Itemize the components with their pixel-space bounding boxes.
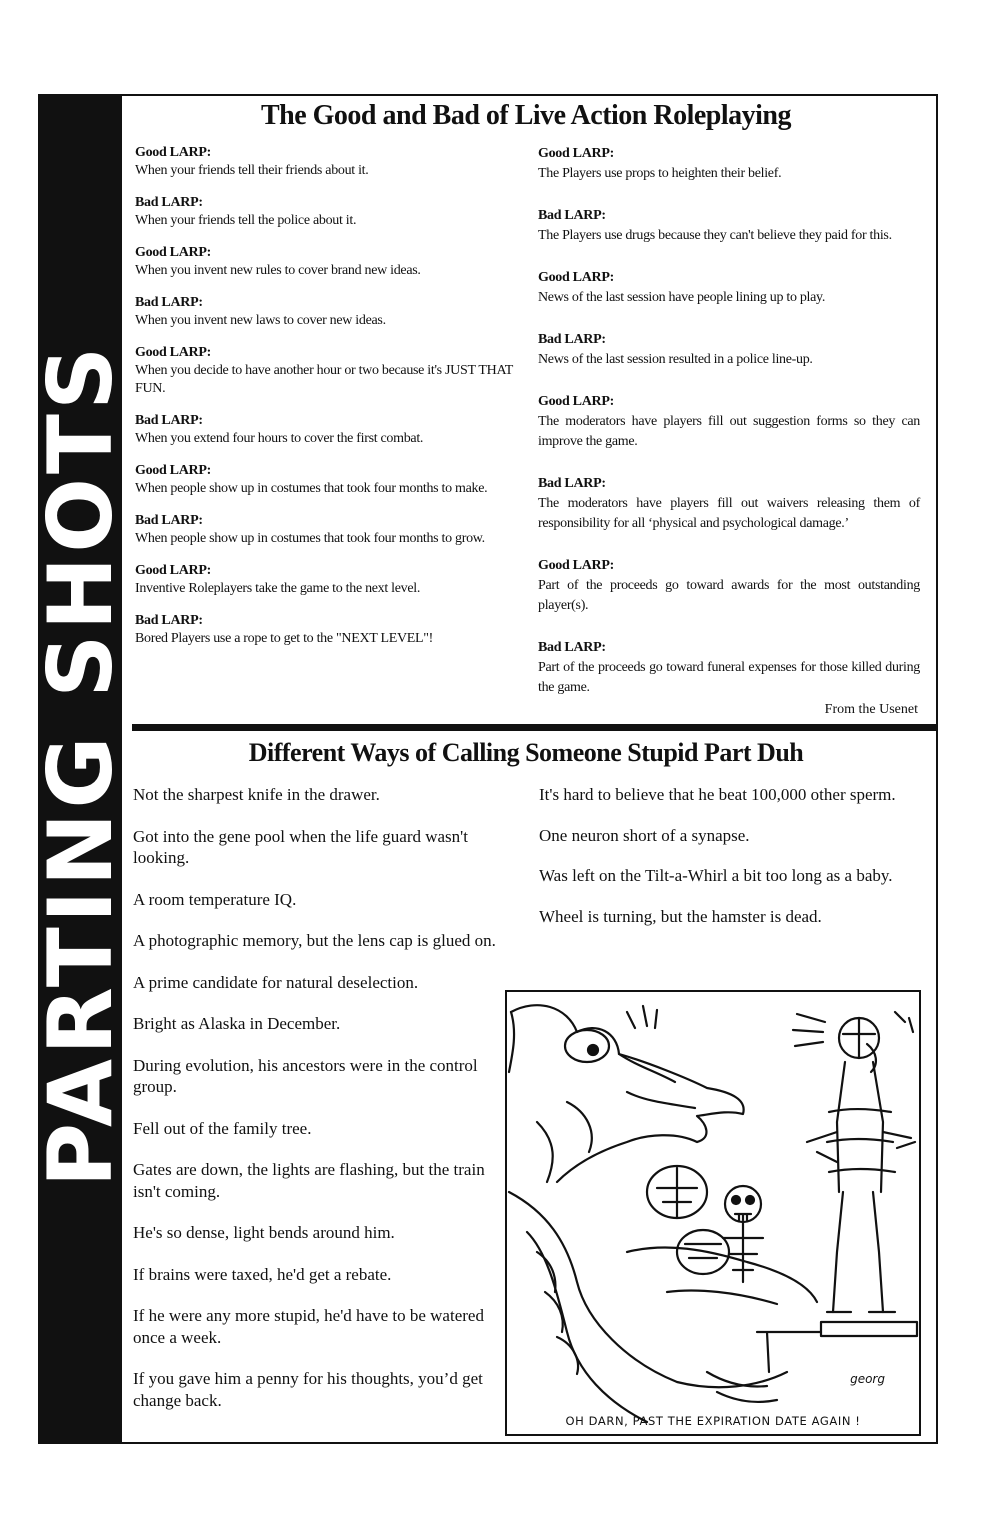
- larp-entry: [135, 512, 525, 548]
- larp-entry-text: When your friends tell the police about it.: [135, 213, 357, 228]
- larp-entry-label: Good LARP:: [538, 270, 614, 285]
- larp-entry-label: Bad LARP:: [135, 195, 203, 210]
- stupid-left-column: [133, 784, 498, 1431]
- cartoon-panel: [505, 990, 921, 1436]
- insult-item: Was left on the Tilt-a-Whirl a bit too long as a baby.: [539, 866, 893, 885]
- larp-entry-label: Good LARP:: [538, 558, 614, 573]
- larp-entry: [135, 412, 525, 448]
- larp-entry-text: Inventive Roleplayers take the game to the next level.: [135, 581, 421, 596]
- cartoon-signature: georg: [850, 1372, 885, 1386]
- insult-item: One neuron short of a synapse.: [539, 825, 750, 845]
- larp-entry: [135, 194, 525, 230]
- larp-entry: [538, 556, 920, 616]
- insult-item: A prime candidate for natural deselection.: [133, 972, 419, 992]
- cartoon-illustration: [507, 992, 919, 1434]
- larp-entry: [135, 562, 525, 598]
- larp-entry-label: Bad LARP:: [538, 332, 606, 347]
- larp-entry: [135, 344, 525, 398]
- insult-item: A photographic memory, but the lens cap is glued on.: [133, 931, 496, 950]
- larp-entry: [538, 268, 920, 308]
- larp-entry-text: Part of the proceeds go toward funeral expenses for those killed during the game.: [538, 660, 920, 695]
- insult-item: During evolution, his ancestors were in the control group.: [133, 1055, 478, 1096]
- larp-entry-text: The Players use drugs because they can't believe they paid for this.: [538, 228, 892, 243]
- larp-entry-label: Bad LARP:: [135, 413, 203, 428]
- larp-entry-text: When you invent new laws to cover new ideas.: [135, 313, 386, 328]
- larp-entry-label: Good LARP:: [135, 563, 211, 578]
- larp-entry-label: Good LARP:: [135, 463, 211, 478]
- larp-entry: [538, 392, 920, 452]
- insult-item: Bright as Alaska in December.: [133, 1014, 341, 1033]
- larp-entry-text: Part of the proceeds go toward awards for the most outstanding player(s).: [538, 578, 920, 613]
- larp-right-column: [538, 144, 920, 720]
- sidebar-title: PARTING SHOTS: [29, 342, 132, 1188]
- larp-entry: [135, 144, 525, 180]
- insult-item: Fell out of the family tree.: [133, 1118, 312, 1138]
- larp-entry-label: Bad LARP:: [538, 640, 606, 655]
- larp-entry: [538, 330, 920, 370]
- larp-entry: [538, 144, 920, 184]
- larp-entry-label: Good LARP:: [538, 394, 614, 409]
- larp-entry-text: News of the last session have people lining up to play.: [538, 290, 826, 305]
- larp-left-column: [135, 144, 525, 662]
- insult-item: If you gave him a penny for his thoughts, you’d get change back.: [133, 1369, 483, 1410]
- larp-entry-text: When your friends tell their friends about it.: [135, 163, 369, 178]
- insult-item: If he were any more stupid, he'd have to be watered once a week.: [133, 1306, 484, 1347]
- larp-entry-text: Bored Players use a rope to get to the "NEXT LEVEL"!: [135, 631, 434, 646]
- larp-entry: [135, 612, 525, 648]
- source-credit: From the Usenet: [824, 702, 918, 717]
- insult-item: Got into the gene pool when the life guard wasn't looking.: [133, 826, 468, 867]
- larp-entry-label: Good LARP:: [135, 145, 211, 160]
- larp-entry-text: When people show up in costumes that took four months to grow.: [135, 531, 485, 546]
- insult-item: A room temperature IQ.: [133, 889, 297, 909]
- insult-item: He's so dense, light bends around him.: [133, 1223, 395, 1242]
- larp-entry: [538, 206, 920, 246]
- larp-entry-label: Good LARP:: [135, 245, 211, 260]
- larp-entry-label: Good LARP:: [135, 345, 211, 360]
- larp-entry-text: When you invent new rules to cover brand new ideas.: [135, 263, 421, 278]
- stupid-section-title: Different Ways of Calling Someone Stupid Part Duh: [248, 738, 804, 767]
- cartoon-caption: OH DARN, PAST THE EXPIRATION DATE AGAIN !: [565, 1414, 861, 1428]
- insult-item: Wheel is turning, but the hamster is dead.: [539, 906, 822, 926]
- larp-entry-text: When you extend four hours to cover the first combat.: [135, 431, 424, 446]
- larp-entry-text: The moderators have players fill out waivers releasing them of responsibility for all ‘physical and psychological damage.’: [538, 496, 920, 531]
- larp-section-title: The Good and Bad of Live Action Roleplaying: [260, 100, 792, 131]
- larp-entry: [538, 474, 920, 534]
- larp-entry-text: The moderators have players fill out suggestion forms so they can improve the game.: [538, 414, 920, 449]
- larp-entry-text: News of the last session resulted in a police line-up.: [538, 352, 813, 367]
- insult-item: Not the sharpest knife in the drawer.: [133, 785, 380, 804]
- insult-item: If brains were taxed, he'd get a rebate.: [133, 1264, 392, 1284]
- larp-entry: [135, 294, 525, 330]
- larp-entry-text: The Players use props to heighten their belief.: [538, 166, 782, 181]
- larp-entry: [538, 638, 920, 698]
- insult-item: Gates are down, the lights are flashing, but the train isn't coming.: [133, 1160, 485, 1201]
- larp-entry-label: Bad LARP:: [135, 513, 203, 528]
- section-divider: [132, 724, 938, 731]
- insult-item: It's hard to believe that he beat 100,000 other sperm.: [539, 785, 896, 804]
- larp-entry-label: Bad LARP:: [538, 476, 606, 491]
- larp-entry-label: Bad LARP:: [538, 208, 606, 223]
- larp-entry-text: When you decide to have another hour or two because it's JUST THAT FUN.: [135, 363, 513, 396]
- larp-entry-text: When people show up in costumes that took four months to make.: [135, 481, 488, 496]
- larp-entry-label: Good LARP:: [538, 146, 614, 161]
- stupid-right-column: [539, 784, 929, 946]
- larp-entry-label: Bad LARP:: [135, 295, 203, 310]
- larp-entry: [135, 244, 525, 280]
- larp-entry-label: Bad LARP:: [135, 613, 203, 628]
- larp-entry: [135, 462, 525, 498]
